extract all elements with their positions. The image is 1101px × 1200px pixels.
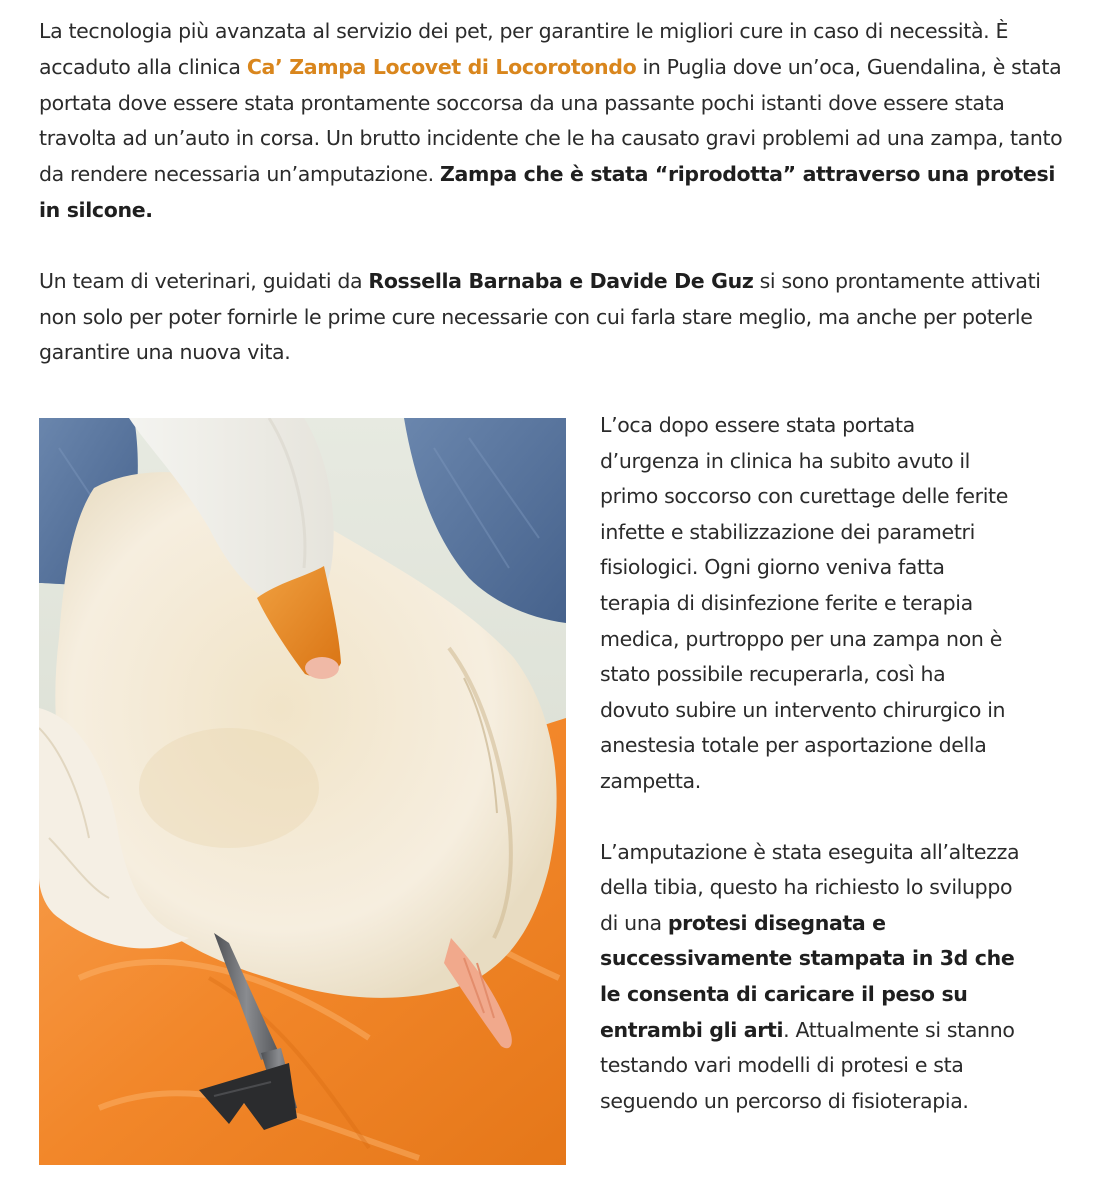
paragraph-2-text-a: Un team di veterinari, guidati da: [39, 268, 369, 293]
paragraph-4-bold: protesi disegnata e successivamente stampata in 3d che le consenta di caricare il peso su entrambi gli arti: [600, 910, 1015, 1042]
side-column: [600, 408, 1020, 1119]
clinic-link[interactable]: Ca’ Zampa Locovet di Locorotondo: [246, 54, 637, 79]
paragraph-1-text-a: La tecnologia più avanzata al servizio dei pet, per garantire le migliori cure in caso di necessità. È accaduto alla clinica: [39, 19, 1009, 79]
paragraph-1-text-b: in Puglia dove un’oca, Guendalina, è stata portata dove essere stata prontamente soccorsa da una passante pochi istanti dove essere stata travolta ad un’auto in corsa. Un brutto incidente che le ha causato gravi problemi ad una zampa, tanto da rendere necessaria un’amputazione.: [39, 54, 1063, 187]
goose-photo: [39, 418, 566, 1165]
paragraph-2: [39, 264, 1069, 371]
article-intro: [39, 14, 1069, 371]
paragraph-3: L’oca dopo essere stata portata d’urgenza in clinica ha subito avuto il primo soccorso con curettage delle ferite infette e stabilizzazione dei parametri fisiologici. Ogni giorno veniva fatta terapia di disinfezione ferite e terapia medica, purtroppo per una zampa non è stato possibile recuperarla, così ha dovuto subire un intervento chirurgico in anestesia totale per asportazione della zampetta.: [600, 413, 1008, 793]
vets-names: Rossella Barnaba e Davide De Guz: [368, 268, 754, 293]
paragraph-1-bold: Zampa che è stata “riprodotta” attraverso una protesi in silcone.: [39, 162, 1055, 222]
paragraph-4-text-b: . Attualmente si stanno testando vari modelli di protesi e sta seguendo un percorso di fisioterapia.: [600, 1017, 1015, 1113]
paragraph-1: [39, 14, 1069, 229]
paragraph-2-text-b: si sono prontamente attivati non solo per poter fornirle le prime cure necessarie con cui farla stare meglio, ma anche per poterle garantire una nuova vita.: [39, 268, 1041, 365]
paragraph-4: [600, 835, 1020, 1120]
paragraph-4-text-a: L’amputazione è stata eseguita all’altezza della tibia, questo ha richiesto lo sviluppo di una: [600, 839, 1020, 935]
media-row: [39, 413, 1069, 1188]
